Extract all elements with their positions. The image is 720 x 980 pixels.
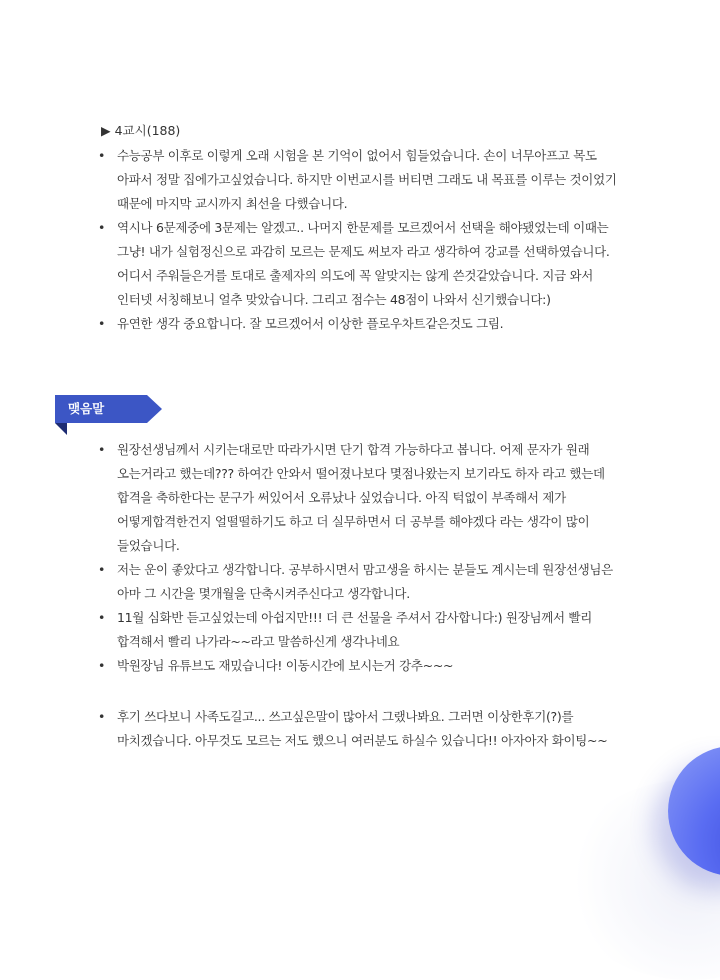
text-line: • 저는 운이 좋았다고 생각합니다. 공부하시면서 맘고생을 하시는 분들도 계시는데 원장선생님은 [117, 562, 613, 577]
list-item [98, 654, 613, 678]
section-bullet-list [98, 144, 617, 336]
list-item [98, 216, 617, 312]
text-line: • 원장선생님께서 시키는대로만 따라가시면 단기 합격 가능하다고 봅니다. 어제 문자가 원래 [117, 442, 590, 457]
text-line: 들었습니다. [117, 538, 180, 553]
text-line: 오는거라고 했는데??? 하여간 안와서 떨어졌나보다 몇점나왔는지 보기라도 하자 라고 했는데 [117, 466, 605, 481]
text-line: 인터넷 서칭해보니 얼추 맞았습니다. 그리고 점수는 48점이 나와서 신기했습니다:) [117, 292, 551, 307]
final-bullet-list [98, 705, 607, 753]
text-line: • 역시나 6문제중에 3문제는 알겠고.. 나머지 한문제를 모르겠어서 선택을 해야됐었는데 이때는 [117, 220, 609, 235]
list-item [98, 438, 613, 558]
list-item [98, 705, 607, 753]
closing-banner-label: 맺음말 [68, 401, 105, 416]
section-title: ▶ 4교시(188) [101, 123, 181, 138]
text-line: • 유연한 생각 중요합니다. 잘 모르겠어서 이상한 플로우차트같은것도 그림. [117, 316, 504, 331]
list-item [98, 312, 617, 336]
text-line: • 수능공부 이후로 이렇게 오래 시험을 본 기억이 없어서 힘들었습니다. 손이 너무아프고 목도 [117, 148, 597, 163]
text-line: • 후기 쓰다보니 사족도길고... 쓰고싶은말이 많아서 그랬나봐요. 그러면 이상한후기(?)를 [117, 709, 574, 724]
text-line: 어디서 주워들은거를 토대로 출제자의 의도에 꼭 알맞지는 않게 쓴것같았습니다. 지금 와서 [117, 268, 594, 283]
list-item [98, 606, 613, 654]
text-line: 어떻게합격한건지 얼떨떨하기도 하고 더 실무하면서 더 공부를 해야겠다 라는 생각이 많이 [117, 514, 590, 529]
text-line: • 박원장님 유튜브도 재밌습니다! 이동시간에 보시는거 강추~~~ [117, 658, 454, 673]
text-line: 합격해서 빨리 나가라~~라고 말씀하신게 생각나네요 [117, 634, 400, 649]
list-item [98, 558, 613, 606]
text-line: • 11월 심화반 듣고싶었는데 아쉽지만!!! 더 큰 선물을 주셔서 감사합니다:) 원장님께서 빨리 [117, 610, 593, 625]
text-line: 마치겠습니다. 아무것도 모르는 저도 했으니 여러분도 하실수 있습니다!! 아자아자 화이팅~~ [117, 733, 608, 748]
text-line: 때문에 마지막 교시까지 최선을 다했습니다. [117, 196, 348, 211]
text-line: 합격을 축하한다는 문구가 써있어서 오류났나 싶었습니다. 아직 턱없이 부족해서 제가 [117, 490, 566, 505]
list-item [98, 144, 617, 216]
text-line: 그냥! 내가 실험정신으로 과감히 모르는 문제도 써보자 라고 생각하여 강교를 선택하였습니다. [117, 244, 610, 259]
closing-bullet-list [98, 438, 613, 678]
text-line: 아파서 정말 집에가고싶었습니다. 하지만 이번교시를 버티면 그래도 내 목표를 이루는 것이었기 [117, 172, 617, 187]
banner-fold [55, 423, 67, 435]
text-line: 아마 그 시간을 몇개월을 단축시켜주신다고 생각합니다. [117, 586, 410, 601]
